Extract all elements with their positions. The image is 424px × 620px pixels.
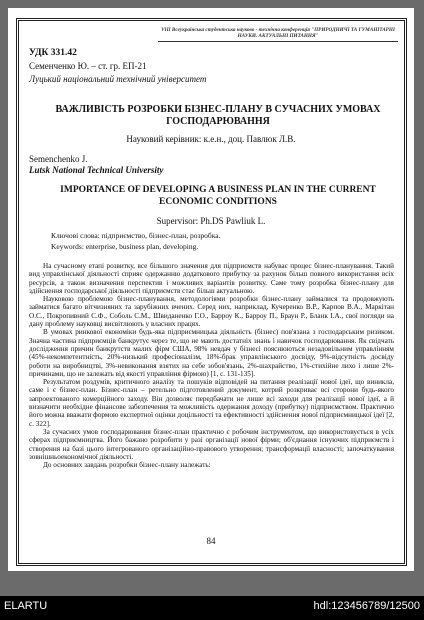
paragraph: До основних завдань розробки бізнес-плану належать:: [43, 461, 211, 470]
repository-footer: [0, 596, 424, 620]
institution-en: Lutsk National Technical University: [29, 165, 164, 175]
supervisor-en: Supervisor: Ph.DS Pawliuk L.: [156, 216, 266, 226]
keywords-en: Keywords: enterprise, business plan, developing.: [51, 242, 199, 251]
institution-ua: Луцький національний технічний університет: [29, 74, 207, 84]
article-title-en: IMPORTANCE OF DEVELOPING A BUSINESS PLAN IN THE CURRENT ECONOMIC CONDITIONS: [60, 185, 376, 207]
supervisor-ua: Науковий керівник: к.е.н., доц. Павлюк Л.В.: [126, 134, 296, 144]
paragraph: В умовах ринкової економіки будь-яка підприємницька діяльність (бізнес) пов'язана з господарським ризиком. Значна частина підприємців банкрутує через те, що не мають достатніх знань і навичок господарювання. Як свідчать дослідження причин банкрутств малих фірм США, 98% невдач у бізнесі пояснюються незадовільним управлінням (45%-некомпетентність, 20%-низький професіоналізм, 18%-брак управлінського досвіду, 9%-відсутність досвіду роботи на виробництві, 3%-невиконання взятих на себе зобов'язань, 2%-шахрайство, 1%-стихійне лихо і лише 2%-причинами, що не залежать від якості управління фірмою) [1, с. 131-135].: [29, 328, 394, 378]
paragraph: Науковою проблемою бізнес-планування, методологіями розробки бізнес-плану займалися та продовжують займатися багато вітчизняних та зарубіжних вчених. Серед них, наприклад, Кучеренко В.Р., Карпов В.А., Маркітан О.С., Покропивний С.Ф., Соболь С.М., Швиданенко Г.О., Барроу К., Барроу П., Браун Р., Бланк І.А., свої погляди на дану проблему науковці висвітлюють у власних працях.: [29, 295, 394, 329]
udk-code: УДК 331.42: [29, 48, 77, 58]
handle-link[interactable]: hdl:123456789/12500: [313, 600, 420, 612]
author-ua: Семенченко Ю. – ст. гр. ЕП-21: [29, 61, 147, 71]
author-en: Semenchenko J.: [29, 154, 88, 164]
document-page: [8, 8, 414, 571]
article-body: [29, 262, 394, 469]
conference-header: VIII Всеукраїнська студентська науково - технічна конференція "ПРИРОДНИЧІ ТА ГУМАНІТАРНІ НАУКИ. АКТУАЛЬНІ ПИТАННЯ": [158, 27, 398, 42]
paragraph: За сучасних умов господарювання бізнес-план практично є робочим інструментом, що використовується в усіх сферах підприємництва. Його бажано розробити у разі організації нової фірми; об'єднання існуючих підприємств і створення на базі цього інтегрованого організаційно-правового утворення; трансформації власності; започаткування зовнішньоекономічної діяльності.: [29, 427, 394, 461]
repository-name: ELARTU: [4, 600, 48, 612]
article-title-ua: ВАЖЛИВІСТЬ РОЗРОБКИ БІЗНЕС-ПЛАНУ В СУЧАСНИХ УМОВАХ ГОСПОДАРЮВАННЯ: [55, 104, 381, 127]
page-number: 84: [206, 536, 216, 546]
paragraph: На сучасному етапі розвитку, все більшого значення для підприємств набуває процес бізнес-планування. Такий вид управлінської діяльності сприяє одержанню додаткового прибутку за рахунок більш повного використання всіх ресурсів, а також визначення перспектив і можливих варіантів розвитку. Саме тому розробка бізнес-плану для здійснення господарської діяльності підприємств стає більш актуальною.: [29, 262, 394, 295]
paragraph: Результатом роздумів, критичного аналізу та пошуків відповідей на питання реалізації нової ідеї, що виникла, саме і є бізнес-план. Бізнес-план – ретельно підготовлений документ, котрий розкриває всі сторони будь-якого запроектованого комерційного заходу. Він дозволяє передбачати не лише всі заходи для реалізації нової ідеї, а й визначити необхідне фінансове забезпечення та можливість одержання доходу (прибутку) підприємством. Практично його можна вважати формою експертної оцінки доцільності та ефективності здійснення нової підприємницької ідеї [2, с. 322].: [29, 378, 394, 428]
keywords-ua: Ключові слова: підприємство, бізнес-план, розробка.: [51, 231, 221, 240]
